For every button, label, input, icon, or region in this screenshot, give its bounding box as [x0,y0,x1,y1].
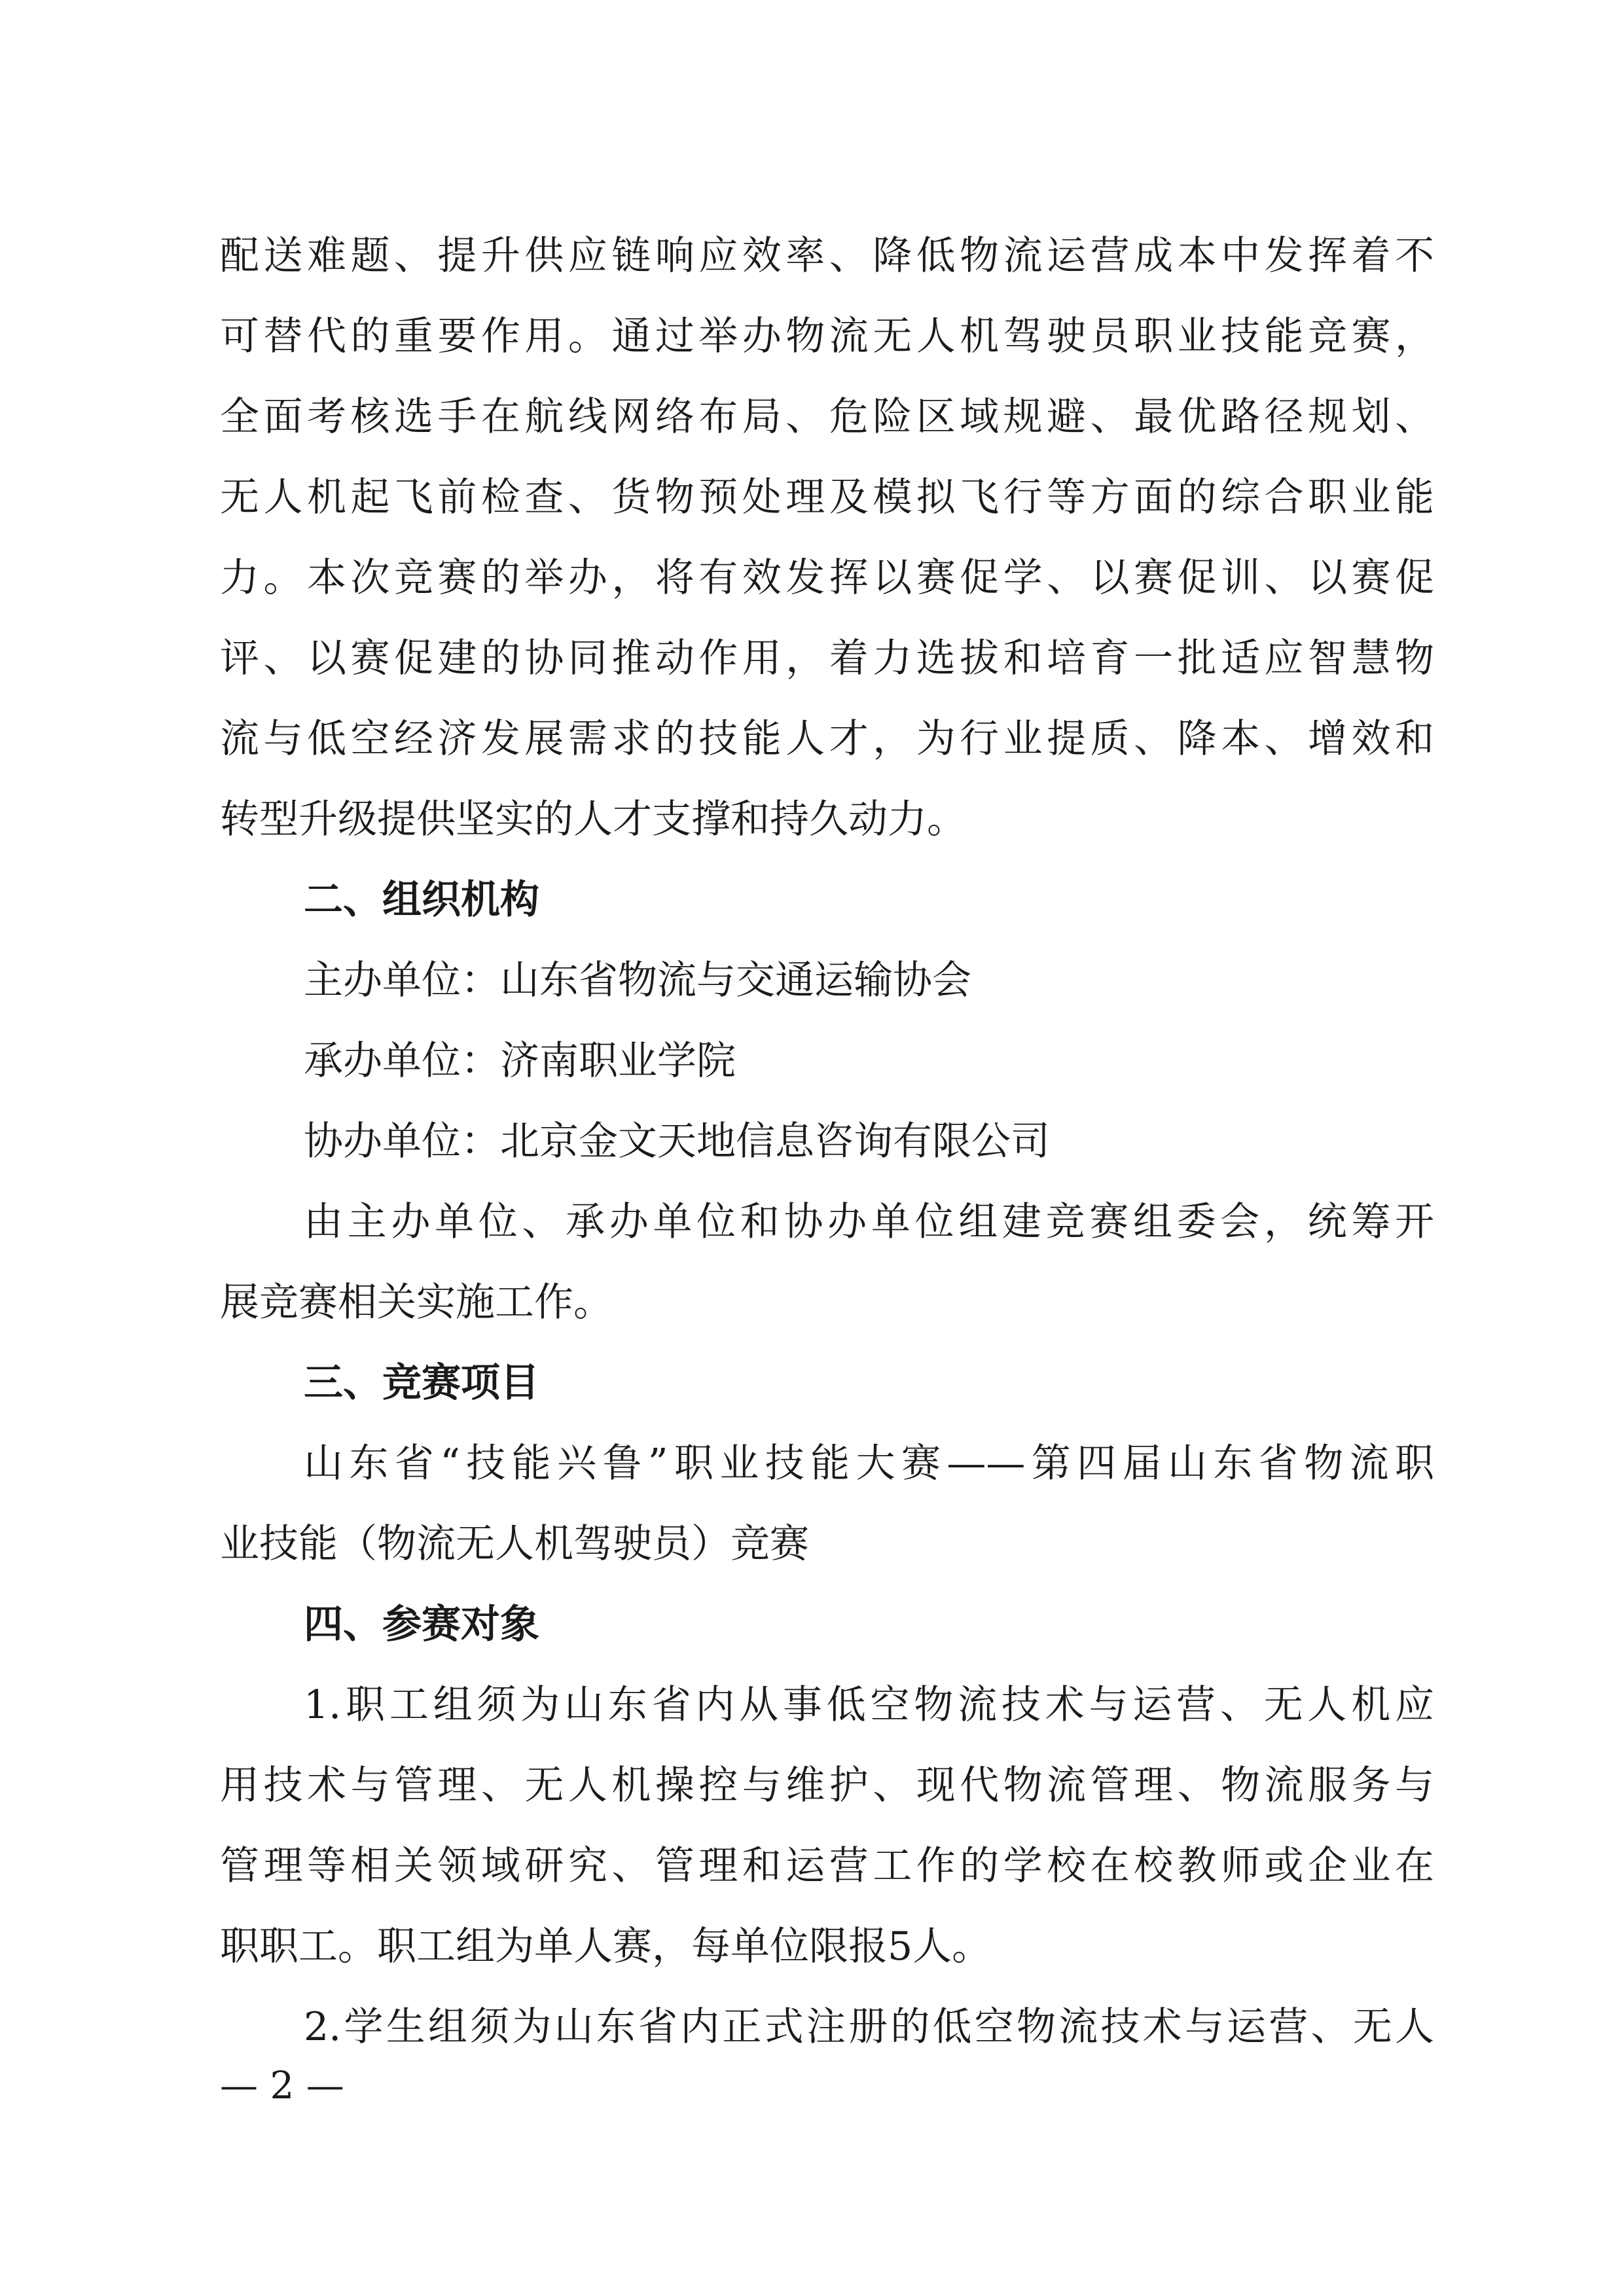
text-line: 2.学生组须为山东省内正式注册的低空物流技术与运营、无人 [304,2004,1434,2050]
paragraph-committee [220,1182,1434,1343]
text-line: 可替代的重要作用。通过举办物流无人机驾驶员职业技能竞赛， [220,314,1434,359]
co-organizer-line: 协办单位：北京金文天地信息咨询有限公司 [304,1119,1050,1164]
section-heading-organization: 二、组织机构 [304,877,539,923]
paragraph-student-group [220,1987,1434,2068]
paragraph-staff-group [220,1665,1434,1987]
section-heading-participants: 四、参赛对象 [304,1602,539,1647]
text-line: 转型升级提供坚实的人才支撑和持久动力。 [220,797,966,842]
text-line: 职职工。职工组为单人赛，每单位限报5人。 [220,1924,992,1969]
text-line: 业技能（物流无人机驾驶员）竞赛 [220,1521,809,1567]
text-line: 流与低空经济发展需求的技能人才，为行业提质、降本、增效和 [220,716,1434,762]
section-heading-competition: 三、竞赛项目 [304,1360,539,1406]
undertaker-line: 承办单位：济南职业学院 [304,1038,736,1084]
document-body [220,216,1434,2068]
text-line: 用技术与管理、无人机操控与维护、现代物流管理、物流服务与 [220,1763,1434,1808]
text-line: 全面考核选手在航线网络布局、危险区域规避、最优路径规划、 [220,394,1434,440]
paragraph-competition [220,1424,1434,1585]
text-line: 无人机起飞前检查、货物预处理及模拟飞行等方面的综合职业能 [220,475,1434,520]
page-number: — 2 — [220,2063,344,2108]
text-line: 力。本次竞赛的举办，将有效发挥以赛促学、以赛促训、以赛促 [220,555,1434,601]
text-line: 展竞赛相关实施工作。 [220,1280,613,1325]
organizer-line: 主办单位：山东省物流与交通运输协会 [304,958,971,1003]
paragraph-purpose [220,216,1434,860]
text-line: 1.职工组须为山东省内从事低空物流技术与运营、无人机应 [304,1682,1434,1728]
text-line: 山东省“技能兴鲁”职业技能大赛——第四届山东省物流职 [304,1441,1434,1486]
text-line: 由主办单位、承办单位和协办单位组建竞赛组委会，统筹开 [304,1199,1434,1245]
text-line: 管理等相关领域研究、管理和运营工作的学校在校教师或企业在 [220,1843,1434,1889]
text-line: 评、以赛促建的协同推动作用，着力选拔和培育一批适应智慧物 [220,636,1434,681]
text-line: 配送难题、提升供应链响应效率、降低物流运营成本中发挥着不 [220,233,1434,279]
